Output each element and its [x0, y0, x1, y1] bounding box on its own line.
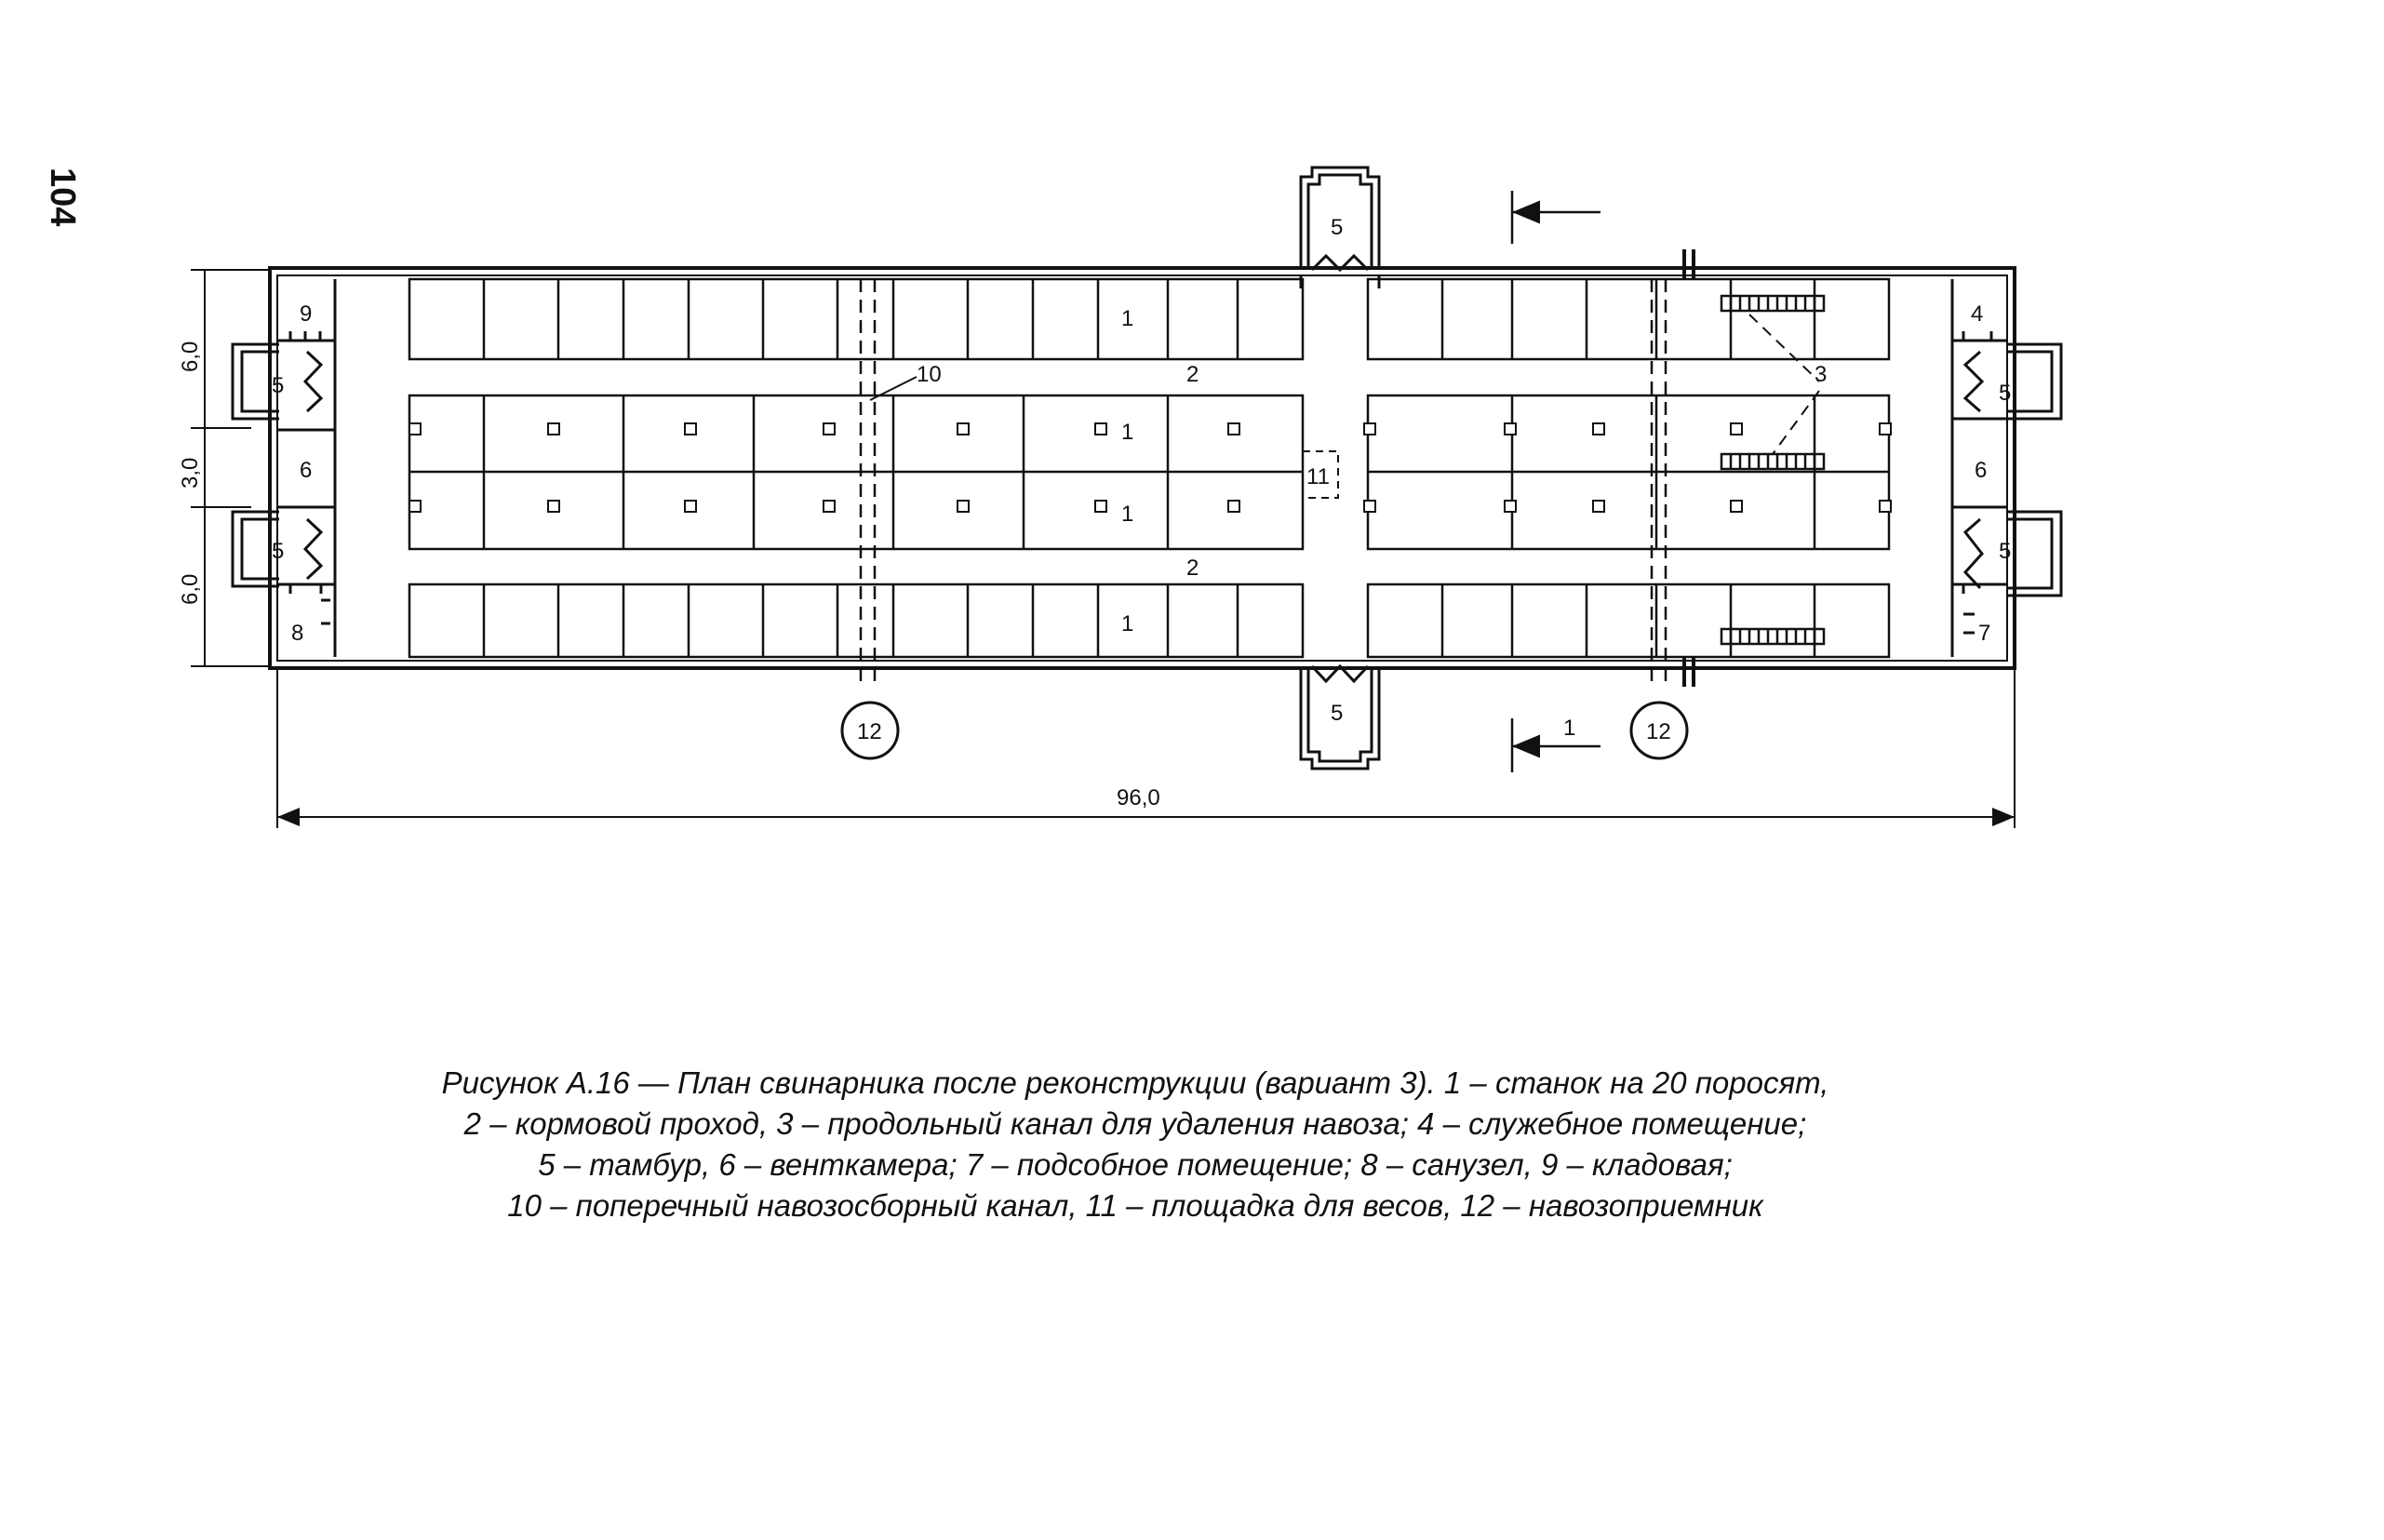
section-cut-marks [1684, 249, 1694, 687]
label-vestibule-top: 5 [1331, 215, 1344, 240]
caption-line-4: 10 – поперечный навозосборный канал, 11 – площадка для весов, 12 – навозоприемник [507, 1188, 1763, 1223]
label-utility-room: 7 [1978, 621, 1991, 646]
label-service-room: 4 [1971, 301, 1984, 327]
dimension-width-top: 6,0 [178, 341, 203, 372]
label-vestibule-left-bottom: 5 [272, 539, 285, 564]
caption-line-1: Рисунок А.16 — План свинарника после реконструкции (вариант 3). 1 – станок на 20 поросят, [441, 1065, 1829, 1100]
label-vent-chamber-left: 6 [300, 458, 313, 483]
label-manure-receiver-right: 12 [1646, 719, 1671, 744]
label-pen-bottom: 1 [1121, 611, 1134, 636]
label-section-mark: 1 [1563, 716, 1576, 741]
feeder-markers [409, 423, 1891, 512]
cross-manure-channels [861, 279, 1666, 689]
label-vestibule-left-top: 5 [272, 373, 285, 398]
page-number: 104 [43, 167, 82, 227]
caption-line-2: 2 – кормовой проход, 3 – продольный канал для удаления навоза; 4 – служебное помещение; [463, 1106, 1807, 1141]
label-storeroom: 9 [300, 301, 313, 327]
label-vestibule-right-top: 5 [1999, 381, 2012, 406]
label-pen-middle-top: 1 [1121, 420, 1134, 445]
label-feed-aisle-top: 2 [1186, 362, 1199, 387]
label-feed-aisle-bottom: 2 [1186, 556, 1199, 581]
label-pen-top: 1 [1121, 306, 1134, 331]
label-toilet: 8 [291, 621, 304, 646]
label-manure-channel: 3 [1815, 362, 1828, 387]
label-vent-chamber-right: 6 [1975, 458, 1988, 483]
label-manure-receiver-left: 12 [857, 719, 882, 744]
dimension-length: 96,0 [1117, 785, 1160, 810]
dimension-width-bottom: 6,0 [178, 573, 203, 605]
label-vestibule-right-bottom: 5 [1999, 539, 2012, 564]
label-cross-channel: 10 [917, 362, 942, 387]
label-vestibule-bottom: 5 [1331, 701, 1344, 726]
longitudinal-manure-channels [1721, 296, 1824, 644]
dimension-middle: 3,0 [178, 457, 203, 489]
manure-receivers [842, 703, 1687, 758]
figure-caption [205, 1063, 2066, 1226]
label-scales-platform: 11 [1306, 464, 1330, 489]
pen-rows [409, 279, 1889, 657]
caption-line-3: 5 – тамбур, 6 – венткамера; 7 – подсобное помещение; 8 – санузел, 9 – кладовая; [538, 1147, 1733, 1182]
label-pen-middle-bottom: 1 [1121, 502, 1134, 527]
